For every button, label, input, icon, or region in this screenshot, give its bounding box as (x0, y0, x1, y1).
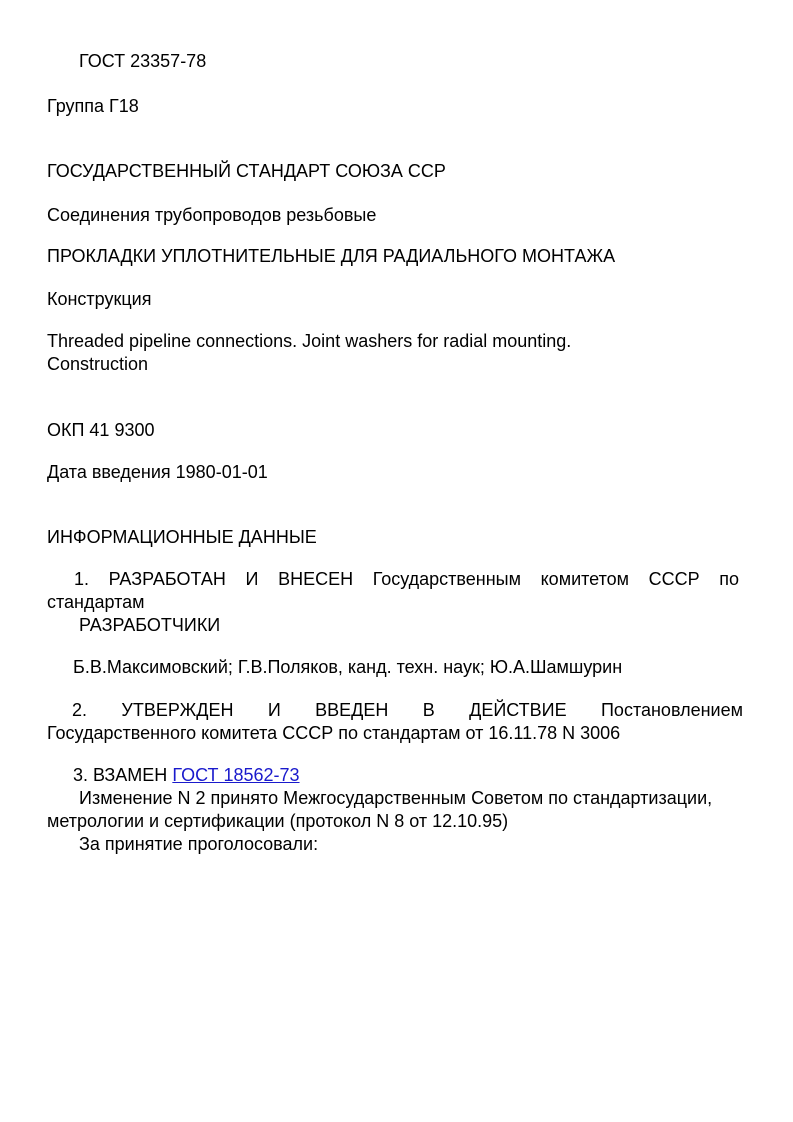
change-line1: Изменение N 2 принято Межгосударственным Советом по стандартизации, (79, 788, 713, 808)
construction-label: Конструкция (47, 289, 152, 309)
item2-line1: 2. УТВЕРЖДЕН И ВВЕДЕН В ДЕЙСТВИЕ Постановлением (72, 700, 743, 720)
voted-label: За принятие проголосовали: (79, 834, 319, 854)
group-label: Группа Г18 (47, 96, 139, 116)
english-title-line1: Threaded pipeline connections. Joint washers for radial mounting. (47, 331, 572, 351)
item3-prefix: 3. ВЗАМЕН (73, 765, 168, 785)
doc-title: ПРОКЛАДКИ УПЛОТНИТЕЛЬНЫЕ ДЛЯ РАДИАЛЬНОГО МОНТАЖА (47, 246, 616, 266)
item1-line2: стандартам (47, 592, 145, 612)
doc-code: ГОСТ 23357-78 (79, 51, 207, 71)
item2-line2: Государственного комитета СССР по стандартам от 16.11.78 N 3006 (47, 723, 621, 743)
developers-label: РАЗРАБОТЧИКИ (79, 615, 221, 635)
english-title-line2: Construction (47, 354, 149, 374)
doc-subtitle: Соединения трубопроводов резьбовые (47, 205, 377, 225)
info-heading: ИНФОРМАЦИОННЫЕ ДАННЫЕ (47, 527, 317, 547)
okp-code: ОКП 41 9300 (47, 420, 155, 440)
item1-line1: 1. РАЗРАБОТАН И ВНЕСЕН Государственным комитетом СССР по (74, 569, 739, 589)
developers-list: Б.В.Максимовский; Г.В.Поляков, канд. техн. наук; Ю.А.Шамшурин (73, 657, 623, 677)
state-standard-heading: ГОСУДАРСТВЕННЫЙ СТАНДАРТ СОЮЗА ССР (47, 161, 446, 181)
change-line2: метрологии и сертификации (протокол N 8 от 12.10.95) (47, 811, 509, 831)
intro-date: Дата введения 1980-01-01 (47, 462, 268, 482)
gost-link[interactable]: ГОСТ 18562-73 (172, 765, 300, 785)
item3-line (73, 764, 300, 786)
